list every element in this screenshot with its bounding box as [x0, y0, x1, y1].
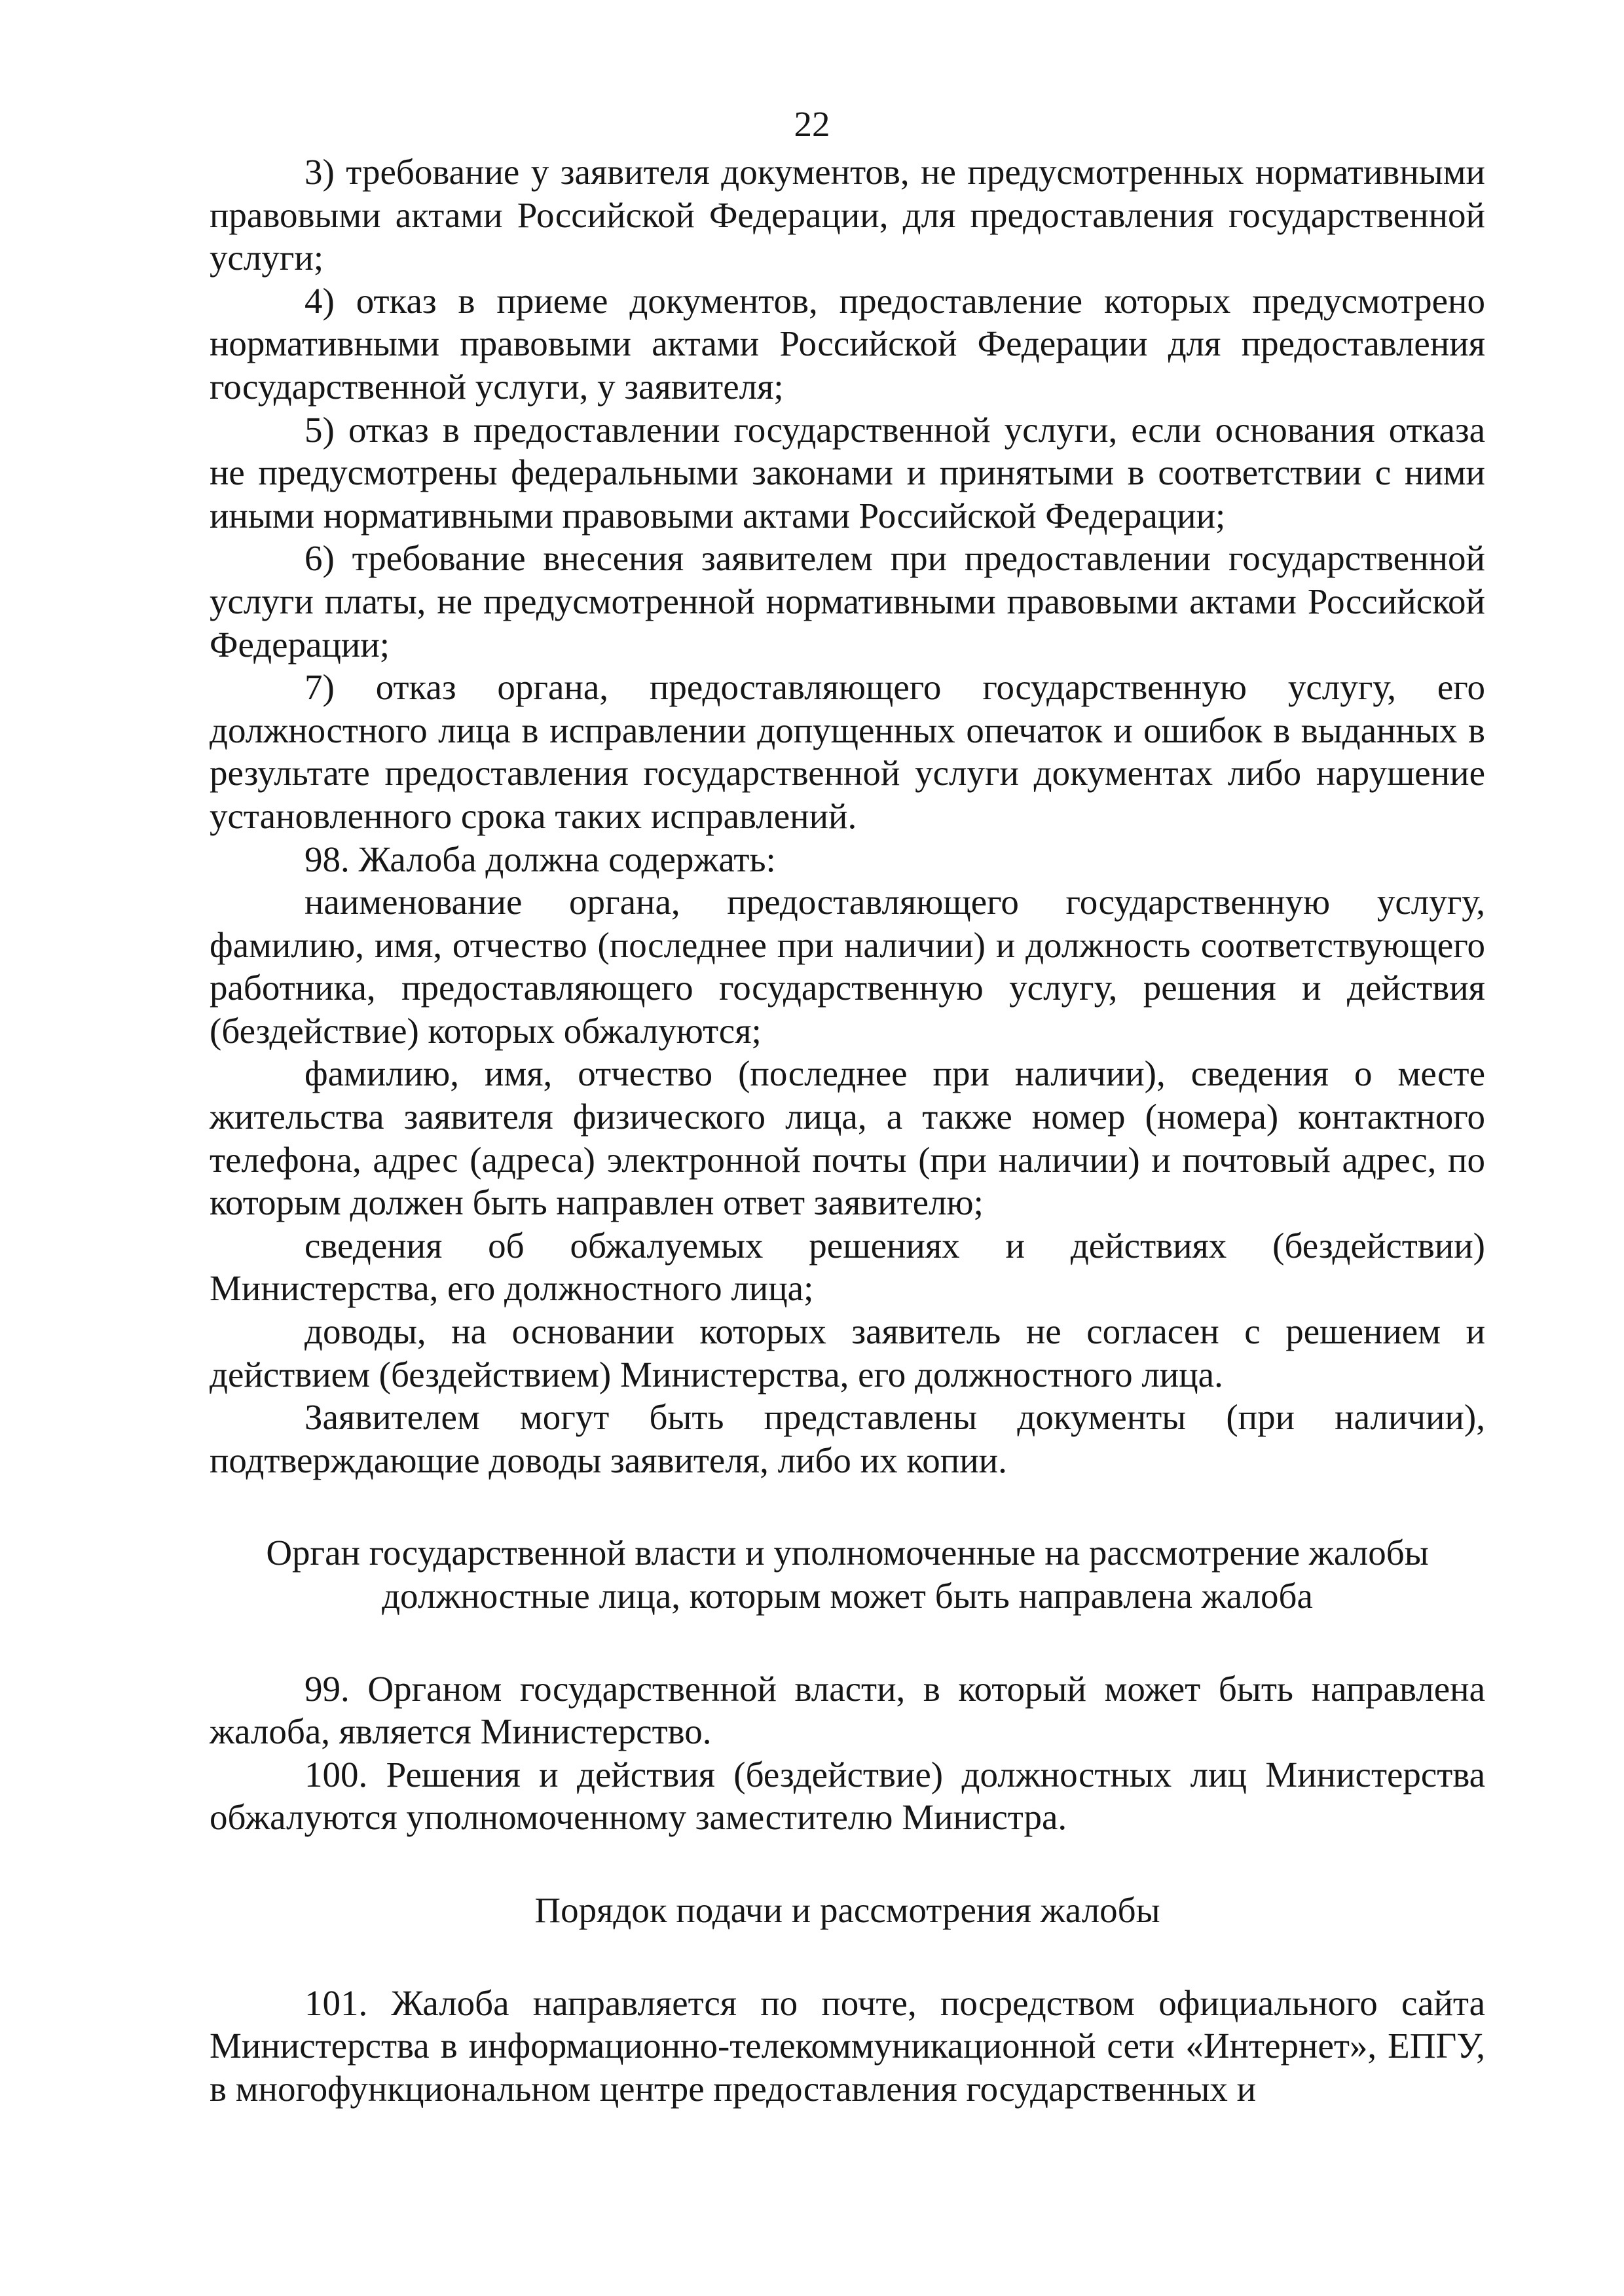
paragraph-100: 100. Решения и действия (бездействие) должностных лиц Министерства обжалуются уполномоченному заместителю Министра. — [210, 1754, 1485, 1838]
paragraph-item-5: 5) отказ в предоставлении государственной услуги, если основания отказа не предусмотрены федеральными законами и принятыми в соответствии с ними иными нормативными правовыми актами Российской Федерации; — [210, 409, 1485, 536]
section-heading-authority-line-1: Орган государственной власти и уполномоченные на рассмотрение жалобы — [266, 1533, 1429, 1573]
paragraph-item-3: 3) требование у заявителя документов, не предусмотренных нормативными правовыми актами Российской Федерации, для предоставления государственной услуги; — [210, 152, 1485, 278]
section-heading-authority — [210, 1531, 1485, 1617]
paragraph-98-arguments: доводы, на основании которых заявитель не согласен с решением и действием (бездействием) Министерства, его должностного лица. — [210, 1311, 1485, 1394]
paragraph-item-6: 6) требование внесения заявителем при предоставлении государственной услуги платы, не предусмотренной нормативными правовыми актами Российской Федерации; — [210, 538, 1485, 665]
paragraph-98-decisions: сведения об обжалуемых решениях и действиях (бездействии) Министерства, его должностного лица; — [210, 1225, 1485, 1309]
paragraph-item-4: 4) отказ в приеме документов, предоставление которых предусмотрено нормативными правовыми актами Российской Федерации для предоставления государственной услуги, у заявителя; — [210, 280, 1485, 407]
section-heading-procedure: Порядок подачи и рассмотрения жалобы — [534, 1889, 1160, 1930]
paragraph-99: 99. Органом государственной власти, в который может быть направлена жалоба, является Министерство. — [210, 1668, 1485, 1752]
document-body — [210, 151, 1485, 2110]
paragraph-item-7: 7) отказ органа, предоставляющего государственную услугу, его должностного лица в исправлении допущенных опечаток и ошибок в выданных в результате предоставления государственной услуги документах либо нарушение установленного срока таких исправлений. — [210, 667, 1485, 836]
paragraph-101: 101. Жалоба направляется по почте, посредством официального сайта Министерства в информационно-телекоммуникационной сети «Интернет», ЕПГУ, в многофункциональном центре предоставления государственных и — [210, 1982, 1485, 2109]
paragraph-98-intro: 98. Жалоба должна содержать: — [304, 839, 776, 879]
paragraph-98-applicant: фамилию, имя, отчество (последнее при наличии), сведения о месте жительства заявителя физического лица, а также номер (номера) контактного телефона, адрес (адреса) электронной почты (при наличии) и почтовый адрес, по которым должен быть направлен ответ заявителю; — [210, 1053, 1485, 1223]
page-number: 22 — [794, 104, 830, 144]
paragraph-98-documents: Заявителем могут быть представлены документы (при наличии), подтверждающие доводы заявителя, либо их копии. — [210, 1397, 1485, 1480]
section-heading-authority-line-2: должностные лица, которым может быть направлена жалоба — [382, 1576, 1313, 1616]
paragraph-98-organ: наименование органа, предоставляющего государственную услугу, фамилию, имя, отчество (последнее при наличии) и должность соответствующего работника, предоставляющего государственную услугу, решения и действия (бездействие) которых обжалуются; — [210, 882, 1485, 1051]
